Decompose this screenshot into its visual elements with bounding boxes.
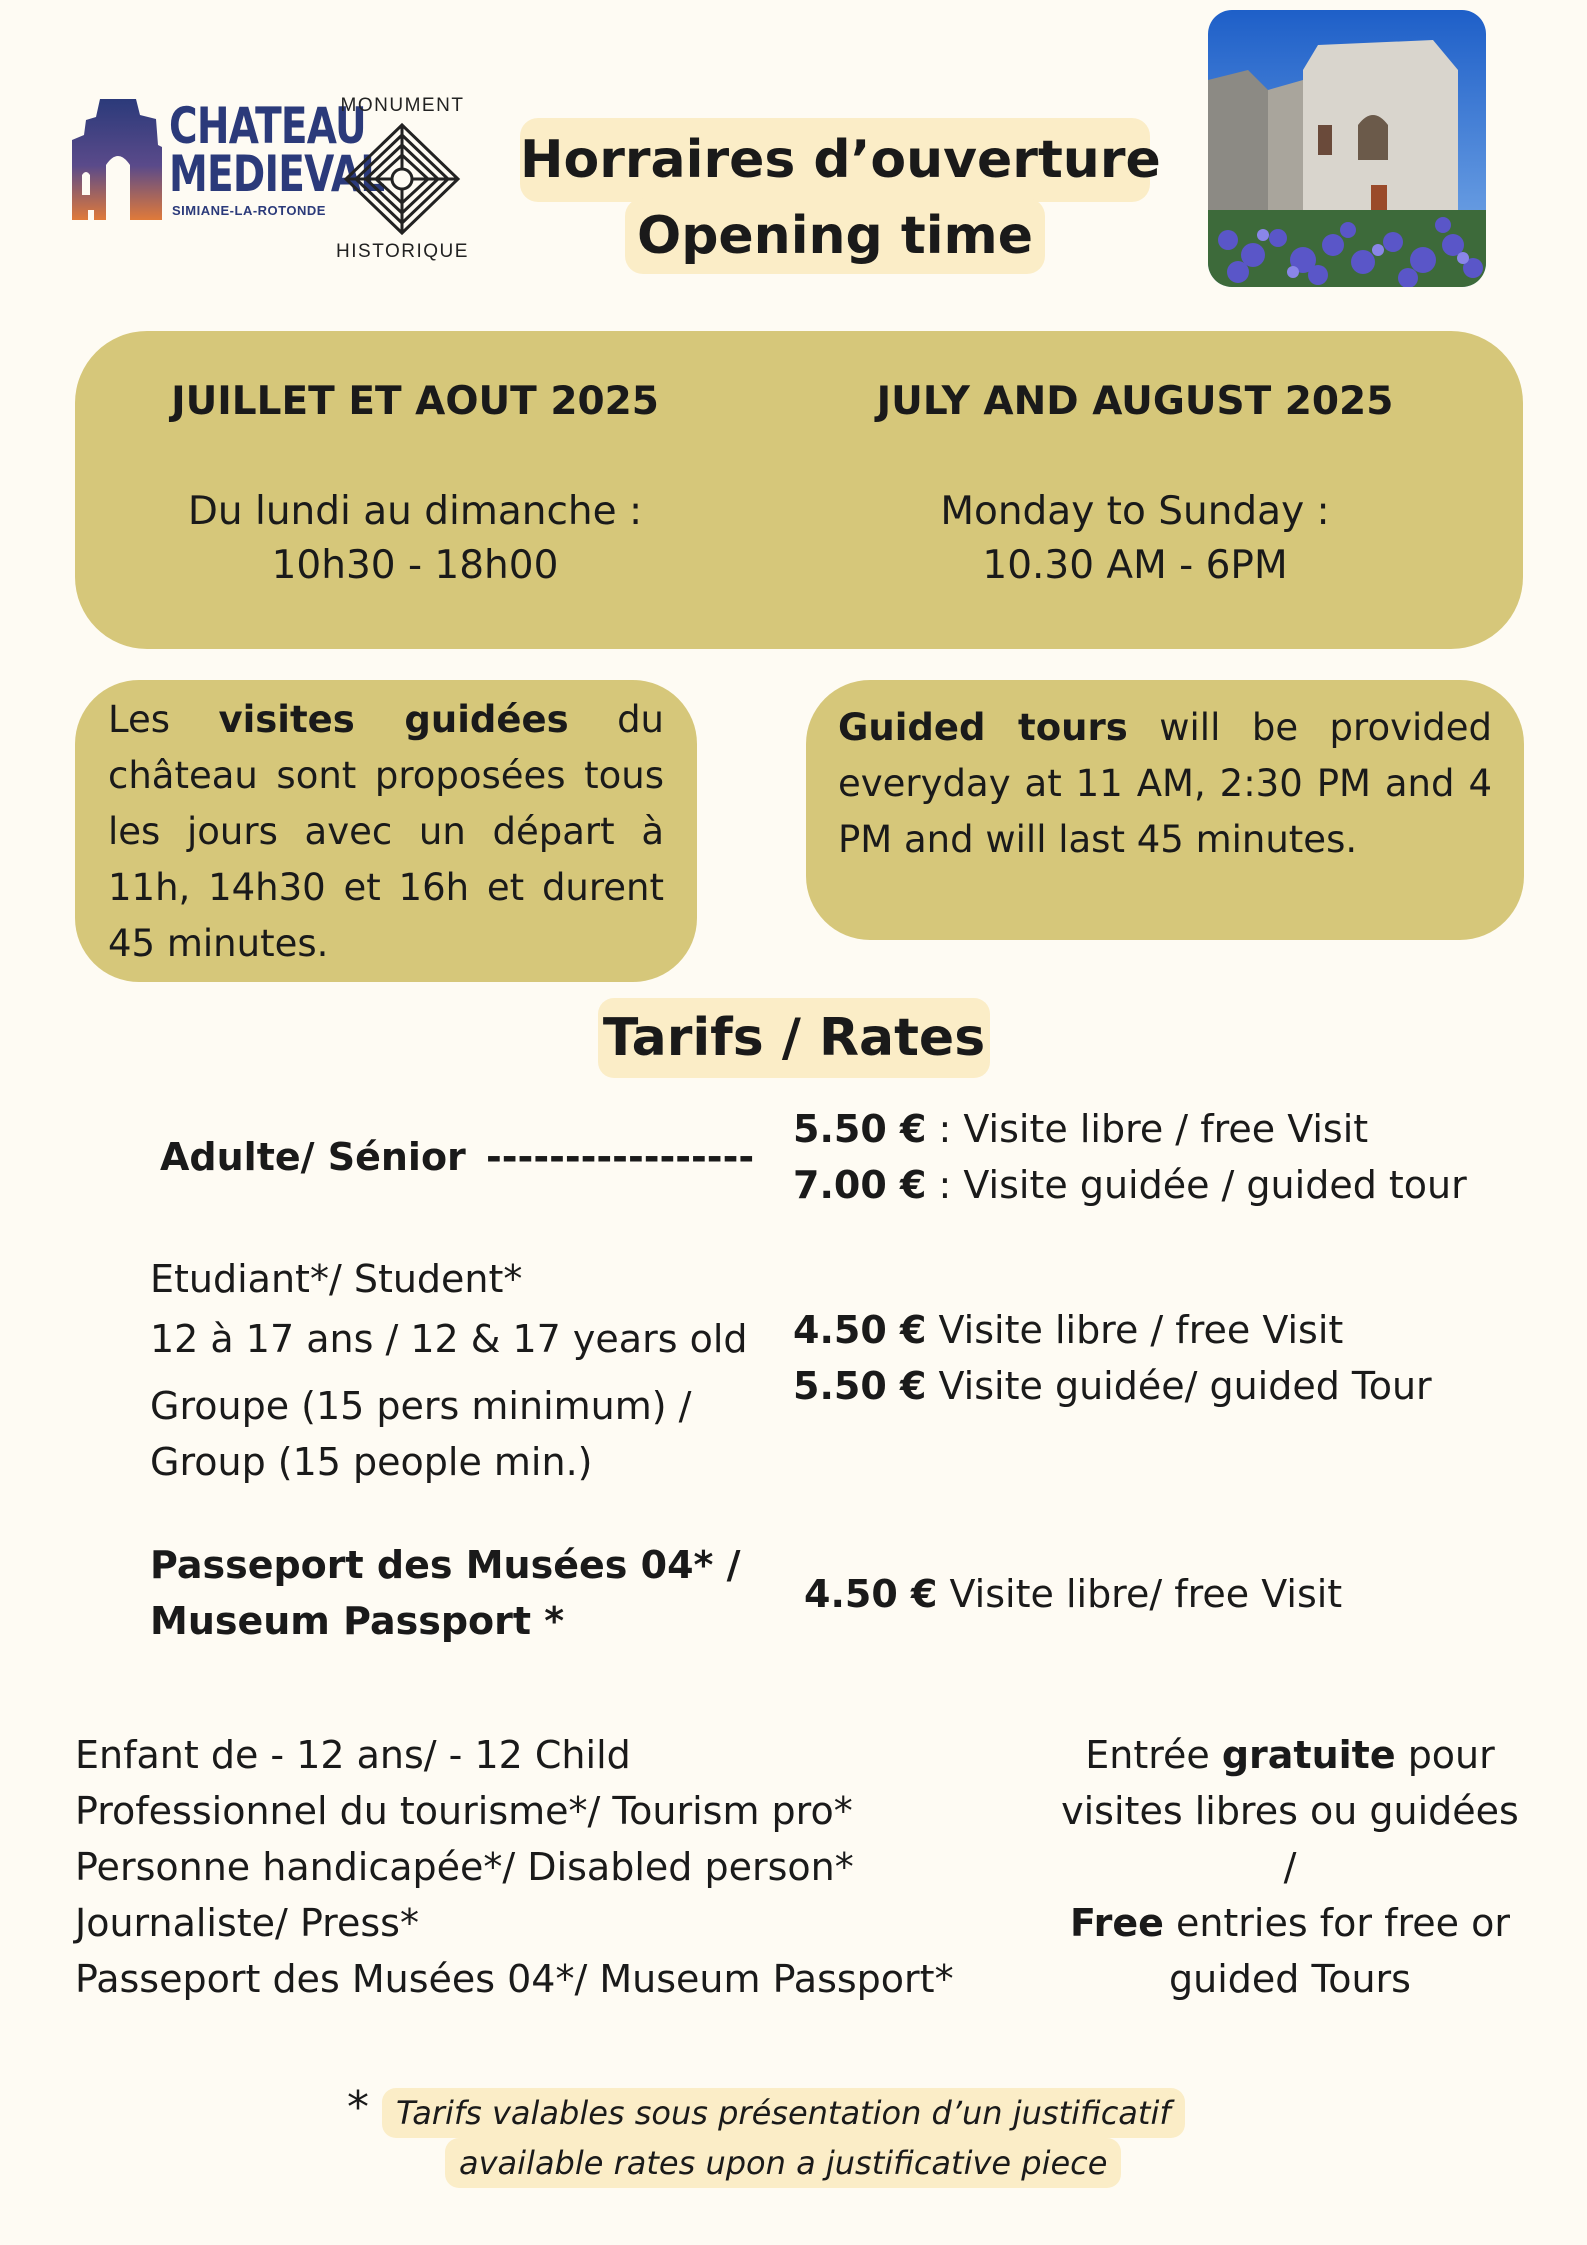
reduced-line-age: 12 à 17 ans / 12 & 17 years old — [150, 1317, 748, 1361]
title-english: Opening time — [625, 198, 1045, 274]
free-entry-fr-line2: visites libres ou guidées — [1061, 1789, 1519, 1833]
opening-hours-box — [75, 331, 1523, 649]
adult-desc-free: : Visite libre / free Visit — [926, 1107, 1369, 1151]
free-item-passport: Passeport des Musées 04*/ Museum Passport* — [75, 1957, 954, 2001]
reduced-desc-guided: Visite guidée/ guided Tour — [926, 1364, 1432, 1408]
castle-photo-image — [1208, 10, 1486, 287]
hours-heading-fr: JUILLET ET AOUT 2025 — [171, 379, 659, 424]
adult-rate-free — [793, 1107, 1368, 1151]
free-fr-post: pour — [1395, 1733, 1495, 1777]
footnote-star: * — [347, 2082, 369, 2133]
free-entry-en-line1 — [1040, 1901, 1540, 1945]
rates-title: Tarifs / Rates — [598, 998, 990, 1078]
castle-logo-icon — [66, 95, 166, 225]
reduced-line-student: Etudiant*/ Student* — [150, 1257, 523, 1301]
passport-rate — [804, 1572, 1342, 1616]
title-french: Horraires d’ouverture — [520, 118, 1150, 202]
chateau-medieval-logo — [66, 95, 385, 230]
guided-en-post: will be provided everyday at 11 AM, 2:30 PM and 4 PM and will last 45 minutes. — [838, 706, 1492, 861]
reduced-price-free: 4.50 € — [793, 1308, 927, 1352]
passport-line-en: Museum Passport * — [150, 1599, 565, 1643]
free-en-post: entries for free or — [1163, 1901, 1510, 1945]
free-fr-pre: Entrée — [1085, 1733, 1222, 1777]
free-entry-slash: / — [1283, 1845, 1297, 1889]
free-entry-en-line2: guided Tours — [1169, 1957, 1411, 2001]
logo-text-place: SIMIANE-LA-ROTONDE — [172, 203, 326, 218]
reduced-rate-guided — [793, 1364, 1432, 1408]
adult-price-guided: 7.00 € — [793, 1163, 927, 1207]
hours-days-en: Monday to Sunday : — [940, 489, 1330, 534]
hours-time-fr: 10h30 - 18h00 — [271, 543, 559, 588]
logo-text-medieval: MEDIEVAL — [169, 145, 385, 203]
logo-mh-bottom-text: HISTORIQUE — [336, 241, 469, 262]
guided-tours-fr-text — [108, 692, 664, 972]
adult-label: Adulte/ Sénior — [160, 1135, 466, 1179]
reduced-rate-free — [793, 1308, 1343, 1352]
monument-historique-logo — [330, 95, 475, 265]
footnote-fr: Tarifs valables sous présentation d’un justificatif — [382, 2088, 1185, 2138]
castle-photo — [1208, 10, 1486, 287]
guided-en-bold: Guided tours — [838, 706, 1128, 749]
free-item-press: Journaliste/ Press* — [75, 1901, 419, 1945]
adult-dashes: ----------------- — [486, 1135, 755, 1179]
guided-fr-pre: Les — [108, 698, 219, 741]
reduced-line-group-fr: Groupe (15 pers minimum) / — [150, 1384, 692, 1428]
adult-desc-guided: : Visite guidée / guided tour — [926, 1163, 1467, 1207]
passport-price: 4.50 € — [804, 1572, 938, 1616]
footnote-en: available rates upon a justificative piece — [445, 2138, 1121, 2188]
free-item-tourism-pro: Professionnel du tourisme*/ Tourism pro* — [75, 1789, 853, 1833]
passport-desc: Visite libre/ free Visit — [937, 1572, 1343, 1616]
free-item-child: Enfant de - 12 ans/ - 12 Child — [75, 1733, 631, 1777]
hours-time-en: 10.30 AM - 6PM — [982, 543, 1288, 588]
reduced-price-guided: 5.50 € — [793, 1364, 927, 1408]
passport-line-fr: Passeport des Musées 04* / — [150, 1543, 741, 1587]
guided-fr-bold: visites guidées — [218, 698, 569, 741]
labyrinth-icon — [340, 119, 465, 239]
reduced-line-group-en: Group (15 people min.) — [150, 1440, 593, 1484]
hours-days-fr: Du lundi au dimanche : — [187, 489, 643, 534]
adult-price-free: 5.50 € — [793, 1107, 927, 1151]
guided-tours-fr-box — [75, 680, 697, 982]
logo-mh-top-text: MONUMENT — [340, 95, 465, 116]
logo-text-chateau: CHATEAU — [169, 97, 366, 155]
free-item-disabled: Personne handicapée*/ Disabled person* — [75, 1845, 854, 1889]
guided-tours-en-text — [838, 700, 1492, 868]
free-fr-bold: gratuite — [1221, 1733, 1396, 1777]
guided-fr-post: du château sont proposées tous les jours avec un départ à 11h, 14h30 et 16h et durent 45 minutes. — [108, 698, 664, 965]
guided-tours-en-box — [806, 680, 1524, 940]
free-en-bold: Free — [1070, 1901, 1164, 1945]
hours-heading-en: JULY AND AUGUST 2025 — [876, 379, 1394, 424]
adult-rate-guided — [793, 1163, 1467, 1207]
free-entry-fr-line1 — [1040, 1733, 1540, 1777]
reduced-desc-free: Visite libre / free Visit — [926, 1308, 1344, 1352]
